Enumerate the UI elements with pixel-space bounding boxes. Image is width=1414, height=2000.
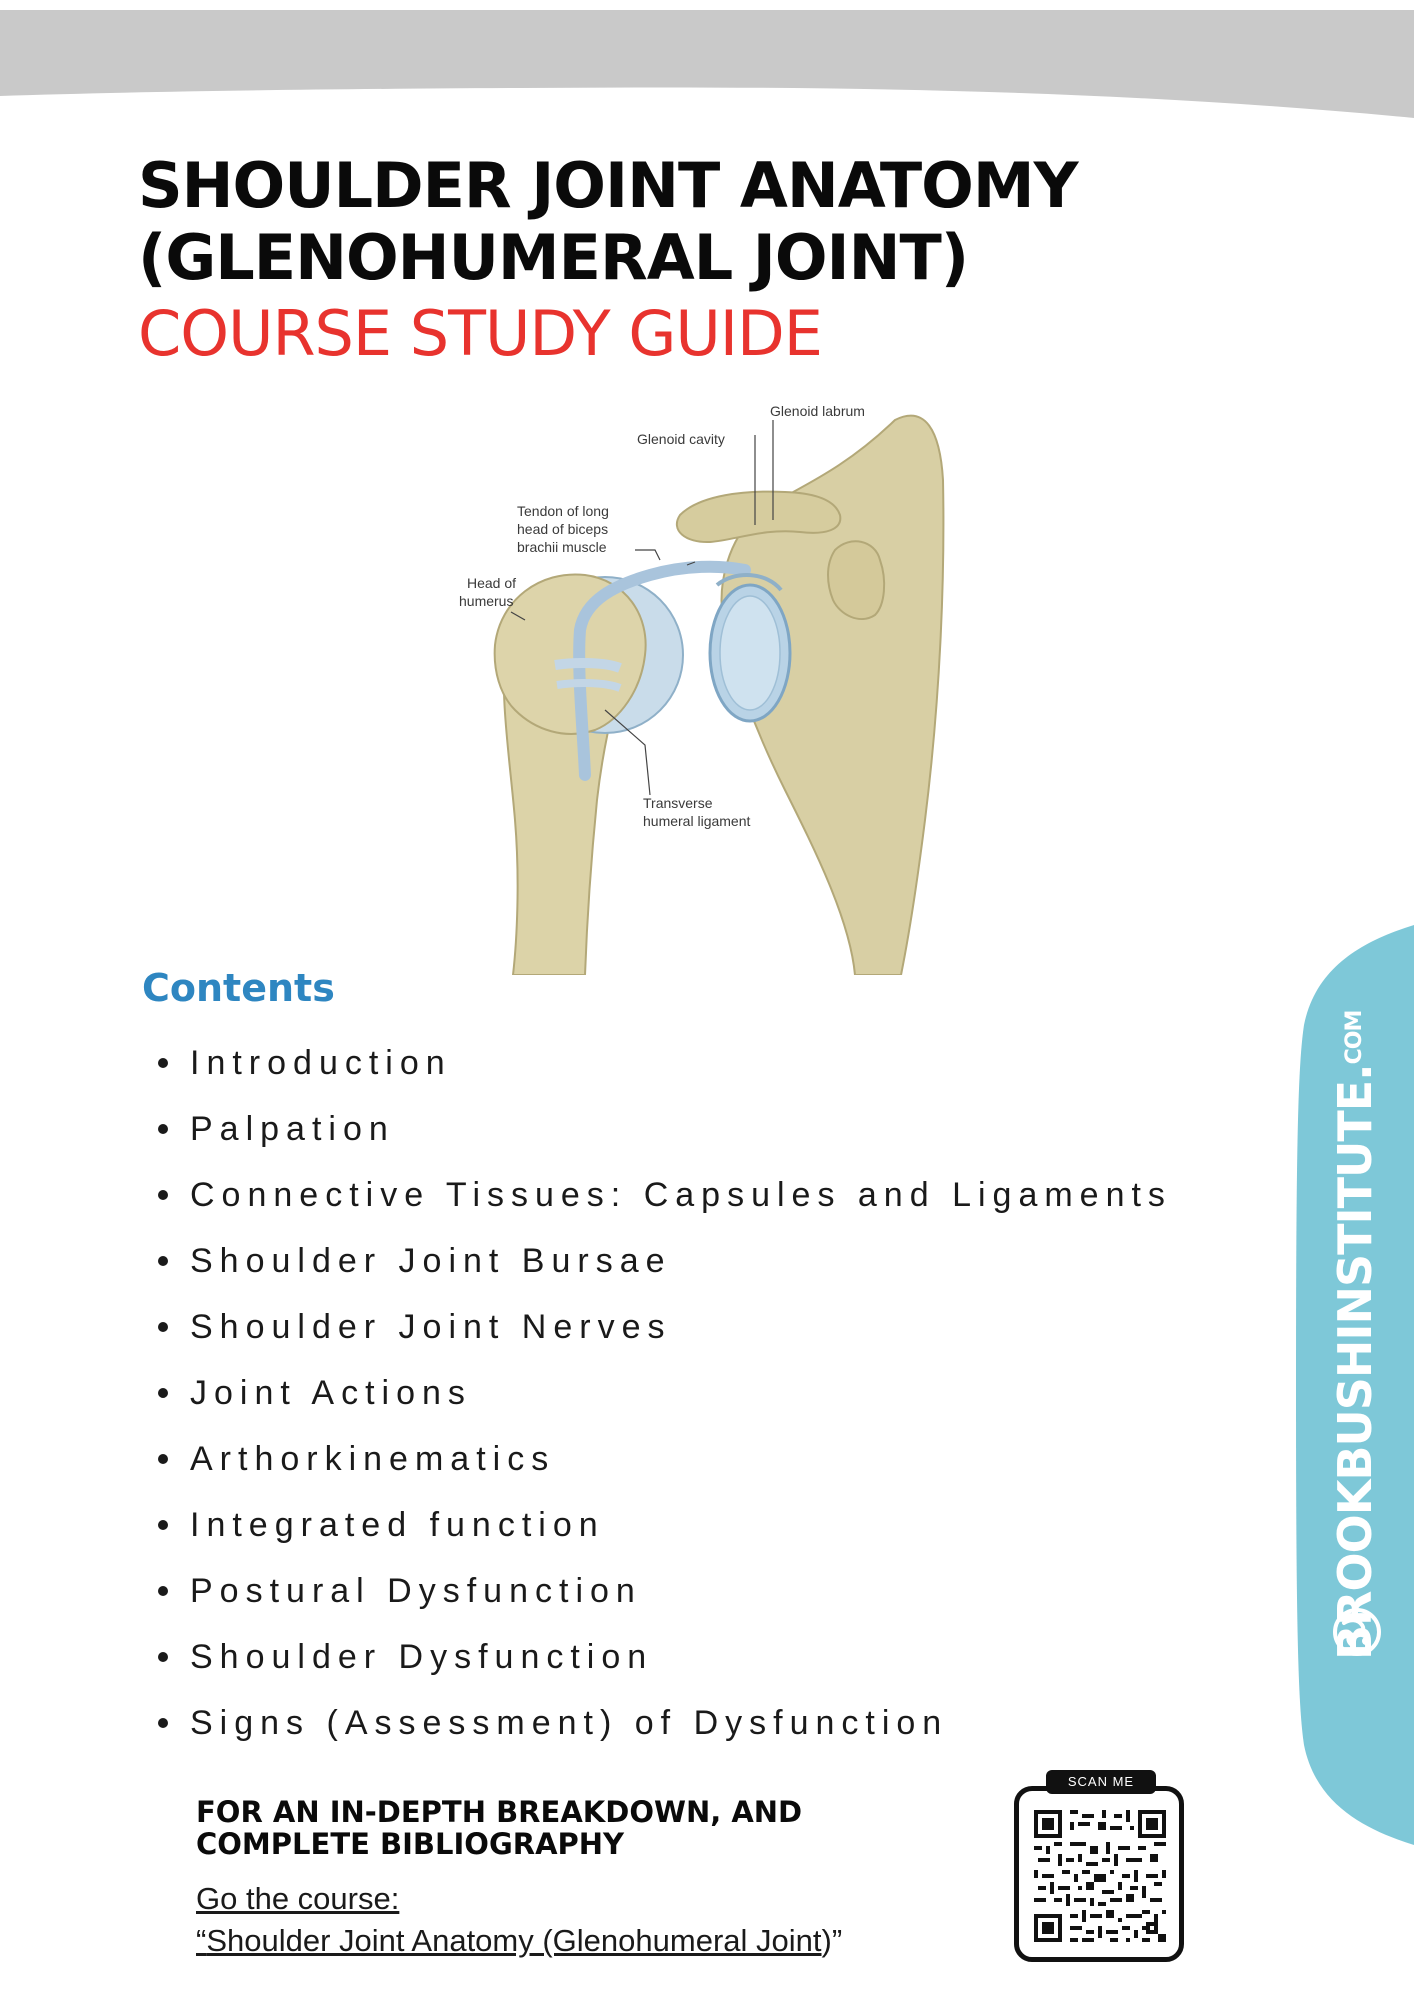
- bullet-icon: [158, 1586, 168, 1596]
- brand-suffix: COM: [1342, 1010, 1367, 1065]
- course-link-title[interactable]: Shoulder Joint Anatomy (Glenohumeral Joint: [206, 1923, 822, 1958]
- label-transverse-line-2: humeral ligament: [643, 813, 751, 829]
- label-glenoid-cavity: Glenoid cavity: [637, 431, 725, 447]
- shoulder-anatomy-figure: [455, 400, 975, 975]
- contents-item: [158, 1096, 1172, 1162]
- label-head-line-1: Head of: [467, 575, 517, 591]
- bullet-icon: [158, 1256, 168, 1266]
- bullet-icon: [158, 1388, 168, 1398]
- contents-item: [158, 1360, 1172, 1426]
- label-tendon-line-2: head of biceps: [517, 521, 609, 537]
- label-head-line-2: humerus: [459, 593, 514, 609]
- bullet-icon: [158, 1058, 168, 1068]
- contents-item-label: Shoulder Joint Nerves: [190, 1307, 672, 1346]
- course-link-intro-label[interactable]: Go the course:: [196, 1881, 400, 1916]
- humeral-head-shape: [495, 574, 646, 733]
- contents-item-label: Signs (Assessment) of Dysfunction: [190, 1703, 949, 1742]
- top-wave-decoration: [0, 0, 1414, 130]
- qr-scan-label: SCAN ME: [1046, 1770, 1156, 1794]
- course-link-intro[interactable]: [196, 1878, 956, 1920]
- label-tendon-line-1: Tendon of long: [517, 503, 609, 519]
- course-link-close-quote: )”: [821, 1923, 843, 1958]
- cta-heading-line-2: COMPLETE BIBLIOGRAPHY: [196, 1827, 625, 1861]
- contents-item: [158, 1690, 1172, 1756]
- bullet-icon: [158, 1652, 168, 1662]
- cta-block: [196, 1796, 956, 1962]
- contents-item-label: Palpation: [190, 1109, 395, 1148]
- contents-item: [158, 1228, 1172, 1294]
- qr-code-icon[interactable]: [1034, 1810, 1166, 1942]
- bullet-icon: [158, 1322, 168, 1332]
- label-glenoid-labrum: Glenoid labrum: [770, 403, 865, 419]
- contents-item: [158, 1558, 1172, 1624]
- contents-item-label: Shoulder Dysfunction: [190, 1637, 654, 1676]
- contents-item-label: Introduction: [190, 1043, 452, 1082]
- contents-item: [158, 1030, 1172, 1096]
- page-subtitle: COURSE STUDY GUIDE: [138, 297, 822, 370]
- label-transverse-line-1: Transverse: [643, 795, 713, 811]
- brand-name: BROOKBUSHINSTITUTE.: [1328, 1064, 1382, 1660]
- contents-item-label: Arthorkinematics: [190, 1439, 556, 1478]
- contents-item: [158, 1624, 1172, 1690]
- contents-list: [158, 1030, 1172, 1756]
- course-link-open-quote[interactable]: “: [196, 1923, 207, 1958]
- contents-item-label: Joint Actions: [190, 1373, 472, 1412]
- bullet-icon: [158, 1454, 168, 1464]
- course-link[interactable]: [196, 1920, 956, 1962]
- bullet-icon: [158, 1718, 168, 1728]
- title-block: [138, 150, 1238, 374]
- contents-item-label: Postural Dysfunction: [190, 1571, 642, 1610]
- bullet-icon: [158, 1520, 168, 1530]
- brand-wordmark: [1327, 1011, 1383, 1660]
- page-title-line-1: SHOULDER JOINT ANATOMY: [138, 149, 1078, 222]
- contents-item: [158, 1294, 1172, 1360]
- label-tendon-line-3: brachii muscle: [517, 539, 607, 555]
- cta-heading-line-1: FOR AN IN-DEPTH BREAKDOWN, AND: [196, 1795, 803, 1829]
- coracoid-shape: [828, 541, 884, 619]
- contents-item: [158, 1426, 1172, 1492]
- contents-item-label: Shoulder Joint Bursae: [190, 1241, 672, 1280]
- contents-item-label: Connective Tissues: Capsules and Ligaments: [190, 1175, 1172, 1214]
- bullet-icon: [158, 1124, 168, 1134]
- qr-code-block[interactable]: [1012, 1770, 1192, 1966]
- contents-item-label: Integrated function: [190, 1505, 605, 1544]
- contents-item: [158, 1162, 1172, 1228]
- bullet-icon: [158, 1190, 168, 1200]
- page-title-line-2: (GLENOHUMERAL JOINT): [138, 221, 969, 294]
- contents-heading: Contents: [142, 966, 335, 1010]
- contents-item: [158, 1492, 1172, 1558]
- shoulder-anatomy-illustration: [455, 400, 975, 975]
